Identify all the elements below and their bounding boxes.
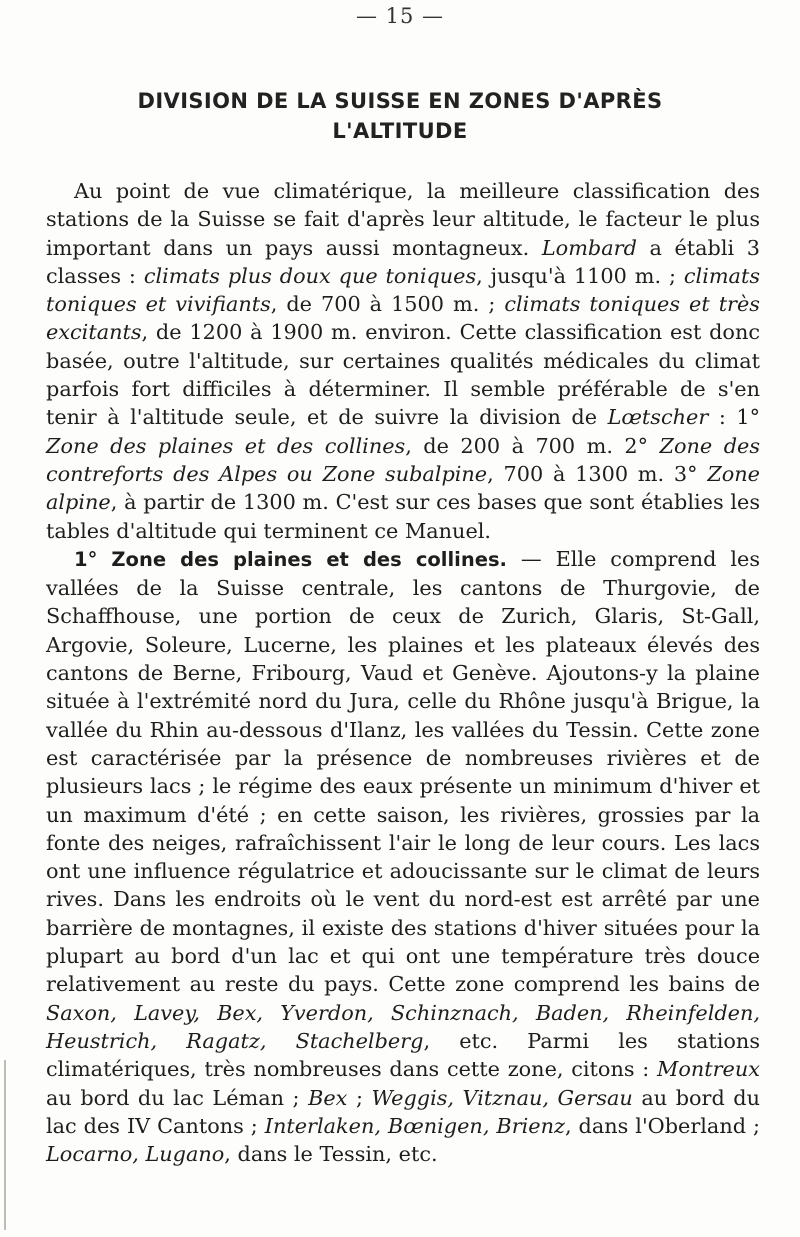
text-run: a établi 3 classes : bbox=[46, 235, 760, 288]
text-run: , de 1200 à 1900 m. environ. Cette classification est donc basée, outre l'altitude, sur certaines qualités médicales du climat parfois fort difficiles à déterminer. Il semble préférable de s'en tenir à l'altitude seule, et de suivre la division de bbox=[46, 320, 760, 430]
place-names: Montreux bbox=[657, 1057, 760, 1082]
place-names: Interlaken, Bœnigen, Brienz bbox=[264, 1113, 565, 1138]
place-names: Locarno, Lugano bbox=[46, 1142, 225, 1167]
text-run: , jusqu'à 1100 m. ; bbox=[476, 263, 684, 288]
text-run: , dans le Tessin, etc. bbox=[224, 1142, 438, 1167]
place-names: Saxon, Lavey, Bex, Yverdon, Schinznach, Baden, Rheinfelden, Heustrich, Ragatz, Stachelberg bbox=[46, 1000, 760, 1053]
text-run: , dans l'Oberland ; bbox=[564, 1113, 761, 1138]
text-run: Au point de vue climatérique, la meilleure classification des stations de la Suisse se fait d'après leur altitude, le facteur le plus important dans un pays aussi montagneux. bbox=[46, 179, 760, 260]
text-run: au bord du lac des IV Cantons ; bbox=[46, 1085, 761, 1138]
text-run: au bord du lac Léman ; bbox=[46, 1085, 309, 1110]
zone-name: Zone alpine bbox=[46, 461, 760, 515]
text-run: — Elle comprend les vallées de la Suisse centrale, les cantons de Thurgovie, de Schaffhouse, une portion de ceux de Zurich, Glaris, St-Gall, Argovie, Soleure, Lucerne, les plaines et les plateaux élevés des cantons de Berne, Fribourg, Vaud et Genève. Ajoutons-y la plaine située à l'extrémité nord du Jura, celle du Rhône jusqu'à Brigue, la vallée du Rhin au-dessous d'Ilanz, les vallées du Tessin. Cette zone est caractérisée par la présence de nombreuses rivières et de plusieurs lacs ; le régime des eaux présente un minimum d'hiver et un maximum d'été ; en cette saison, les rivières, grossies par la fonte des neiges, rafraîchissent l'air le long de leur cours. Les lacs ont une influence régulatrice et adoucissante sur le climat de leurs rives. Dans les endroits où le vent du nord-est est arrêté par une barrière de montagnes, il existe des stations d'hiver situées pour la plupart au bord d'un lac et qui ont une température très douce relativement au reste du pays. Cette zone comprend les bains de bbox=[46, 546, 760, 997]
body-text bbox=[46, 177, 760, 1168]
text-run: , 700 à 1300 m. 3° bbox=[487, 461, 708, 486]
page-number: — 15 — bbox=[355, 4, 445, 28]
place-names: Weggis, Vitznau, Gersau bbox=[371, 1085, 633, 1110]
climate-class: climats toniques et très excitants bbox=[46, 292, 760, 345]
zone-name: Zone des contreforts des Alpes ou Zone subalpine bbox=[46, 433, 760, 486]
text-run: ; bbox=[347, 1085, 372, 1110]
paragraph-zone-plains bbox=[46, 545, 760, 1169]
title-line-1: DIVISION DE LA SUISSE EN ZONES D'APRÈS bbox=[137, 89, 663, 113]
text-run: , etc. Parmi les stations climatériques, très nombreuses dans cette zone, citons : bbox=[46, 1028, 760, 1082]
text-run: , de 200 à 700 m. 2° bbox=[405, 433, 660, 458]
text-run: , de 700 à 1500 m. ; bbox=[270, 292, 505, 317]
page-title bbox=[40, 86, 760, 146]
text-run: : 1° bbox=[708, 405, 760, 430]
climate-class: climats plus doux que toniques bbox=[143, 263, 477, 288]
climate-class: climats toniques et vivifiants bbox=[46, 263, 760, 317]
title-line-2: L'ALTITUDE bbox=[332, 119, 468, 143]
author-name: Lombard bbox=[541, 235, 637, 260]
zone-name: Zone des plaines et des collines bbox=[46, 433, 406, 458]
paragraph-classification bbox=[46, 177, 760, 545]
author-name: Lœtscher bbox=[607, 405, 709, 430]
scan-margin-edge bbox=[4, 1060, 6, 1230]
text-run: , à partir de 1300 m. C'est sur ces bases que sont établies les tables d'altitude qui terminent ce Manuel. bbox=[46, 490, 760, 543]
place-names: Bex bbox=[308, 1085, 348, 1110]
section-heading: 1° Zone des plaines et des collines. bbox=[74, 547, 507, 571]
